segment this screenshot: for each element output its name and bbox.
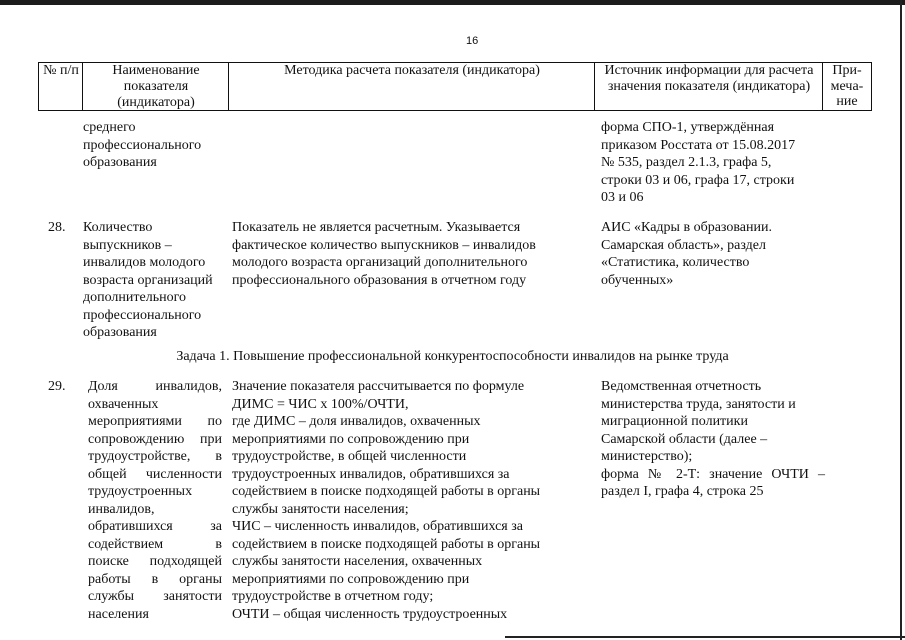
text-line: содействием в поиске подходящей работы в органы xyxy=(232,536,541,552)
text-line: мероприятиями по сопровождению при xyxy=(232,571,470,587)
row29-name xyxy=(88,378,222,623)
text-line: охваченных xyxy=(88,396,159,412)
text-line: инвалидов, xyxy=(88,501,155,517)
text-line: сопровождению при xyxy=(88,431,222,447)
text-line: содействием в поиске подходящей работы в органы xyxy=(232,484,541,499)
row-prev-name xyxy=(83,119,223,172)
text-line: содействием в xyxy=(88,536,222,552)
text-line: среднего xyxy=(83,120,136,135)
header-note xyxy=(823,63,871,110)
text-line: образования xyxy=(83,155,157,170)
table-header-border xyxy=(38,62,39,111)
text-line: трудоустройстве в отчетном году; xyxy=(232,589,434,604)
text-line: работы в органы xyxy=(88,571,222,587)
scan-border-top xyxy=(0,0,905,5)
table-header-border xyxy=(871,62,872,111)
row29-source xyxy=(601,378,825,501)
row28-num: 28. xyxy=(48,220,66,235)
row28-name xyxy=(83,219,228,342)
header-note-line: меча- xyxy=(830,78,864,94)
text-line: профессионального xyxy=(83,137,202,153)
text-line: инвалидов молодого xyxy=(83,255,206,270)
text-line: ОЧТИ – общая численность трудоустроенных xyxy=(232,606,508,622)
scan-border-right xyxy=(900,0,902,640)
text-line: министерства труда, занятости и xyxy=(601,396,796,412)
row29-method xyxy=(232,378,594,623)
table-header-border xyxy=(82,62,83,111)
text-line: образования xyxy=(83,325,157,340)
text-line: трудоустроенных xyxy=(88,484,193,499)
text-line: мероприятиями по сопровождению при xyxy=(232,431,470,447)
text-line: министерство); xyxy=(601,449,693,464)
text-line: Количество xyxy=(83,220,153,235)
header-note-line: При- xyxy=(832,63,862,78)
header-method: Методика расчета показателя (индикатора) xyxy=(284,63,540,78)
text-line: трудоустройстве, в xyxy=(88,449,222,464)
scan-border-bottom xyxy=(505,636,905,638)
page-number: 16 xyxy=(466,35,479,47)
text-line: Показатель не является расчетным. Указывается xyxy=(232,220,521,235)
text-line: общей численности xyxy=(88,466,222,482)
text-line: обратившихся за xyxy=(88,519,222,534)
header-source: Источник информации для расчета значения показателя (индикатора) xyxy=(604,63,814,94)
text-line: службы занятости населения, охваченных xyxy=(232,554,483,569)
text-line: выпускников – xyxy=(83,237,172,253)
header-note-line: ние xyxy=(836,94,858,109)
text-line: где ДИМС – доля инвалидов, охваченных xyxy=(232,414,481,429)
text-line: службы занятости населения; xyxy=(232,501,409,517)
text-line: Доля инвалидов, xyxy=(88,379,222,394)
table-header-border xyxy=(228,62,229,111)
text-line: трудоустройстве, в общей численности xyxy=(232,449,467,464)
text-line: 03 и 06 xyxy=(601,190,644,205)
row28-method xyxy=(232,219,592,289)
text-line: раздел I, графа 4, строка 25 xyxy=(601,484,764,499)
header-name: Наименование показателя (индикатора) xyxy=(112,63,200,110)
text-line: населения xyxy=(88,606,149,622)
text-line: ДИМС = ЧИС х 100%/ОЧТИ, xyxy=(232,396,409,412)
text-line: дополнительного xyxy=(83,290,186,305)
text-line: приказом Росстата от 15.08.2017 xyxy=(601,137,796,153)
row-prev-source xyxy=(601,119,821,207)
text-line: молодого возраста организаций дополнительного xyxy=(232,255,528,270)
row28-source xyxy=(601,219,821,289)
text-line: Самарская область», раздел xyxy=(601,237,766,253)
text-line: ЧИС – численность инвалидов, обратившихся за xyxy=(232,519,523,534)
text-line: поиске подходящей xyxy=(88,554,222,569)
header-num: № п/п xyxy=(43,63,79,78)
text-line: миграционной политики xyxy=(601,414,748,429)
text-line: Самарской области (далее – xyxy=(601,431,768,447)
task-heading: Задача 1. Повышение профессиональной конкурентоспособности инвалидов на рынке труда xyxy=(176,349,729,364)
table-header-border xyxy=(594,62,595,111)
text-line: профессионального образования в отчетном году xyxy=(232,272,527,288)
text-line: профессионального xyxy=(83,307,202,323)
text-line: фактическое количество выпускников – инвалидов xyxy=(232,237,536,253)
text-line: службы занятости xyxy=(88,589,222,604)
text-line: мероприятиями по xyxy=(88,414,222,429)
text-line: форма № 2-Т: значение ОЧТИ – xyxy=(601,466,825,482)
text-line: АИС «Кадры в образовании. xyxy=(601,220,772,235)
text-line: Ведомственная отчетность xyxy=(601,379,762,394)
text-line: обученных» xyxy=(601,272,674,288)
text-line: Значение показателя рассчитывается по формуле xyxy=(232,379,525,394)
text-line: № 535, раздел 2.1.3, графа 5, xyxy=(601,155,772,170)
text-line: возраста организаций xyxy=(83,272,213,288)
text-line: форма СПО-1, утверждённая xyxy=(601,120,775,135)
row29-num: 29. xyxy=(48,379,66,394)
text-line: строки 03 и 06, графа 17, строки xyxy=(601,172,795,188)
text-line: трудоустроенных инвалидов, обратившихся за xyxy=(232,466,510,482)
text-line: «Статистика, количество xyxy=(601,255,750,270)
